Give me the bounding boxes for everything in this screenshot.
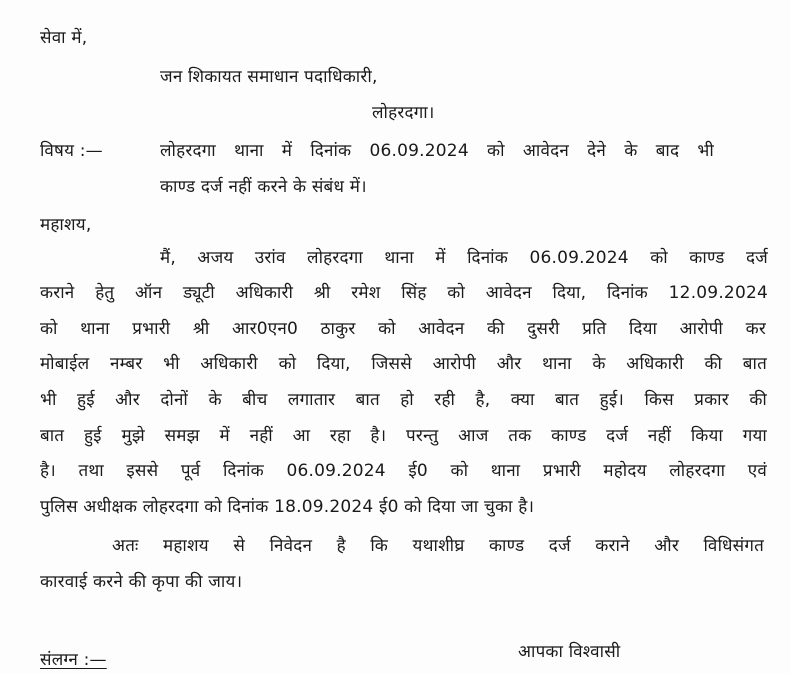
subject-line-2: काण्ड दर्ज नहीं करने के संबंध में।	[160, 177, 367, 197]
body-line: है। तथा इससे पूर्व दिनांक 06.09.2024 ई0 को थाना प्रभारी महोदय लोहरदगा एवं	[40, 461, 767, 481]
subject-label: विषय :—	[40, 141, 103, 161]
body-line: बात हुई मुझे समझ में नहीं आ रहा है। परन्तु आज तक काण्ड दर्ज नहीं किया गया	[40, 426, 767, 446]
body-line: को थाना प्रभारी श्री आर0एन0 ठाकुर को आवेदन की दुसरी प्रति दिया आरोपी कर	[40, 319, 766, 339]
closing: आपका विश्वासी	[518, 642, 621, 662]
body-line: कराने हेतु ऑन ड्यूटी अधिकारी श्री रमेश सिंह को आवेदन दिया, दिनांक 12.09.2024	[40, 283, 768, 303]
request-line: अतः महाशय से निवेदन है कि यथाशीघ्र काण्ड दर्ज कराने और विधिसंगत	[112, 536, 764, 556]
salutation-to: सेवा में,	[40, 28, 88, 48]
request-line: कारवाई करने की कृपा की जाय।	[40, 572, 243, 592]
recipient-title: जन शिकायत समाधान पदाधिकारी,	[160, 67, 378, 87]
recipient-place: लोहरदगा।	[372, 103, 435, 123]
body-line: मैं, अजय उरांव लोहरदगा थाना में दिनांक 06.09.2024 को काण्ड दर्ज	[160, 248, 768, 268]
enclosure-label: संलग्न :—	[40, 650, 107, 670]
body-line: भी हुई और दोनों के बीच लगातार बात हो रही है, क्या बात हुई। किस प्रकार की	[40, 390, 767, 410]
greeting: महाशय,	[40, 215, 92, 235]
body-line: पुलिस अधीक्षक लोहरदगा को दिनांक 18.09.2024 ई0 को दिया जा चुका है।	[40, 497, 535, 517]
subject-line-1: लोहरदगा थाना में दिनांक 06.09.2024 को आवेदन देने के बाद भी	[160, 141, 714, 161]
body-line: मोबाईल नम्बर भी अधिकारी को दिया, जिससे आरोपी और थाना के अधिकारी की बात	[40, 354, 767, 374]
